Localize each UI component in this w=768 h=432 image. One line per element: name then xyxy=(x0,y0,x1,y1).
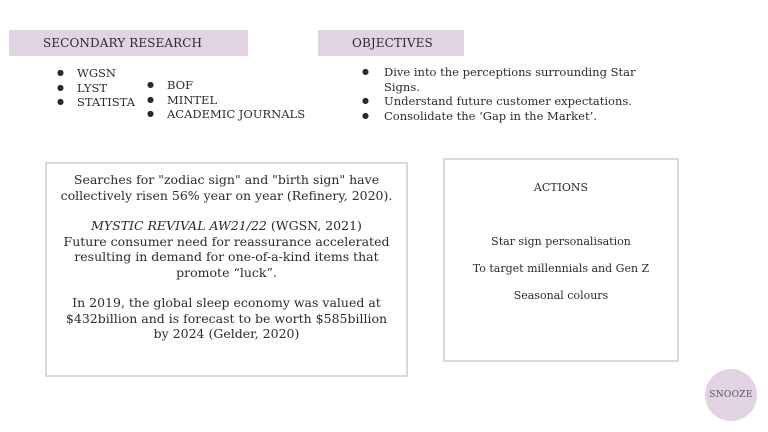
list-item: ● Understand future customer expectations. xyxy=(362,94,662,109)
mystic-revival-body: Future consumer need for reassurance accelerated resulting in demand for one-of-a-kind items that promote “luck”. xyxy=(63,233,390,280)
mystic-revival-citation: (WGSN, 2021) xyxy=(266,218,362,233)
list-item: ● ACADEMIC JOURNALS xyxy=(147,107,305,122)
research-sources-list-2 xyxy=(147,78,305,122)
objectives-label: OBJECTIVES xyxy=(318,30,464,56)
finding-mystic-revival xyxy=(47,218,406,280)
actions-title: ACTIONS xyxy=(533,181,589,194)
logo-text: SNOOZE xyxy=(709,390,753,400)
list-item: ● BOF xyxy=(147,78,305,93)
list-item: ● WGSN xyxy=(57,66,135,81)
objectives-list xyxy=(362,65,662,123)
list-item: ● MINTEL xyxy=(147,93,305,108)
list-item: ● LYST xyxy=(57,81,135,96)
list-item: Star sign personalisation xyxy=(491,235,631,248)
list-item: ● STATISTA xyxy=(57,95,135,110)
finding-sleep-economy: In 2019, the global sleep economy was valued at $432billion and is forecast to be worth $585billion by 2024 (Gelder, 2020) xyxy=(65,295,388,341)
list-item: ● Consolidate the ‘Gap in the Market’. xyxy=(362,109,662,124)
actions-box xyxy=(443,158,679,362)
secondary-research-label: SECONDARY RESEARCH xyxy=(9,30,248,56)
list-item: Seasonal colours xyxy=(513,289,609,302)
research-findings-box xyxy=(45,162,408,377)
mystic-revival-title: MYSTIC REVIVAL AW21/22 xyxy=(91,218,267,233)
list-item: To target millennials and Gen Z xyxy=(472,262,650,275)
finding-zodiac-searches: Searches for "zodiac sign" and "birth sign" have collectively risen 56% year on year (Refinery, 2020). xyxy=(60,172,393,203)
list-item: ● Dive into the perceptions surrounding Star Signs. xyxy=(362,65,662,94)
actions-list xyxy=(445,235,677,316)
research-sources-list xyxy=(57,66,135,110)
snooze-logo xyxy=(705,369,757,421)
